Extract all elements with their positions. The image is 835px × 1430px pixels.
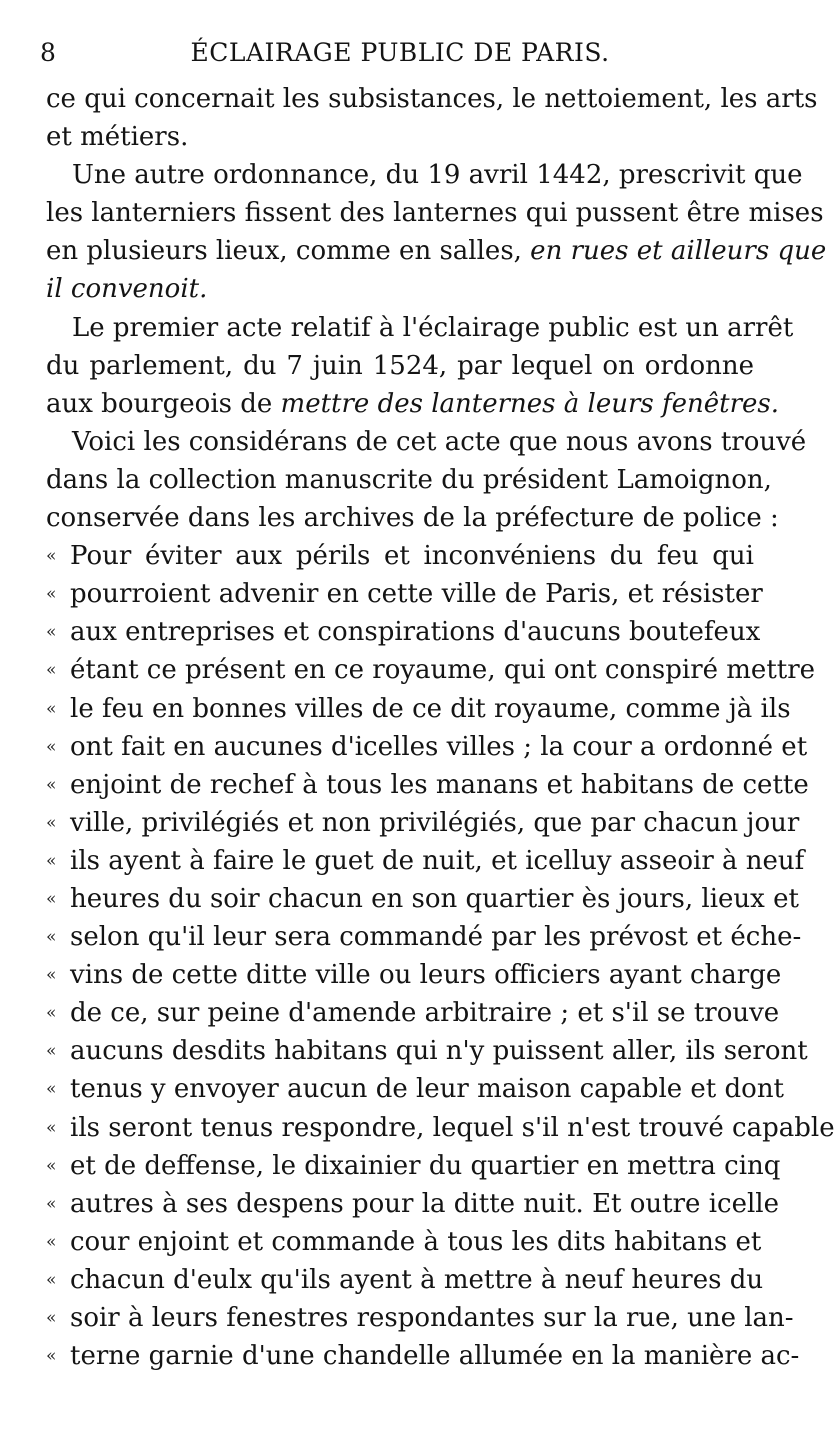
quote-mark: «	[46, 1003, 57, 1024]
quote-mark: «	[46, 584, 57, 605]
quote-line: « selon qu'il leur sera commandé par les prévost et éche-	[46, 918, 754, 956]
quote-line: « pourroient advenir en cette ville de Paris, et résister	[46, 575, 754, 613]
quote-mark: «	[46, 622, 57, 643]
quote-mark: «	[46, 660, 57, 681]
quote-mark: «	[46, 546, 57, 567]
quote-mark: «	[46, 1041, 57, 1062]
quote-mark: «	[46, 698, 57, 719]
text-line: les lanterniers fissent des lanternes qui pussent être mises	[46, 198, 824, 229]
page-header	[40, 38, 760, 74]
quote-mark: «	[46, 1155, 57, 1176]
page-number: 8	[40, 38, 57, 67]
quote-line: « et de deffense, le dixainier du quartier en mettra cinq	[46, 1147, 754, 1185]
quote-mark: «	[46, 736, 57, 757]
quote-line: « cour enjoint et commande à tous les dits habitans et	[46, 1223, 754, 1261]
paragraph-line: Une autre ordonnance, du 19 avril 1442, prescrivit que	[72, 160, 803, 191]
quote-mark: «	[46, 888, 57, 909]
quote-line: « vins de cette ditte ville ou leurs officiers ayant charge	[46, 956, 754, 994]
quote-line: « de ce, sur peine d'amende arbitraire ; et s'il se trouve	[46, 994, 754, 1032]
quote-line: « heures du soir chacun en son quartier ès jours, lieux et	[46, 880, 754, 918]
quote-line: « chacun d'eulx qu'ils ayent à mettre à neuf heures du	[46, 1261, 754, 1299]
quote-line: « autres à ses despens pour la ditte nuit. Et outre icelle	[46, 1185, 754, 1223]
quote-line: « Pour éviter aux périls et inconvéniens du feu qui	[46, 537, 754, 575]
quote-line: « ils seront tenus respondre, lequel s'il n'est trouvé capable	[46, 1109, 754, 1147]
quote-line: « ils ayent à faire le guet de nuit, et icelluy asseoir à neuf	[46, 842, 754, 880]
paragraph-line: Le premier acte relatif à l'éclairage public est un arrêt	[72, 312, 794, 343]
quote-line: « soir à leurs fenestres respondantes sur la rue, une lan-	[46, 1299, 754, 1337]
quote-line: « ont fait en aucunes d'icelles villes ; la cour a ordonné et	[46, 728, 754, 766]
italic-text: en rues et ailleurs que	[521, 236, 827, 267]
quote-line: « enjoint de rechef à tous les manans et habitans de cette	[46, 766, 754, 804]
text-line: conservée dans les archives de la préfecture de police :	[46, 503, 779, 534]
quote-line: « aux entreprises et conspirations d'aucuns boutefeux	[46, 613, 754, 651]
quote-mark: «	[46, 774, 57, 795]
running-title: ÉCLAIRAGE PUBLIC DE PARIS.	[190, 38, 610, 67]
text-line: en plusieurs lieux, comme en salles, en rues et ailleurs que	[46, 236, 827, 267]
quote-line: « aucuns desdits habitans qui n'y puissent aller, ils seront	[46, 1032, 754, 1070]
quote-mark: «	[46, 1269, 57, 1290]
quote-line: « étant ce présent en ce royaume, qui ont conspiré mettre	[46, 651, 754, 689]
quote-mark: «	[46, 1079, 57, 1100]
text-line: et métiers.	[46, 122, 189, 153]
quote-mark: «	[46, 927, 57, 948]
text-line	[46, 270, 754, 308]
quote-mark: «	[46, 812, 57, 833]
text-line: aux bourgeois de mettre des lanternes à leurs fenêtres.	[46, 388, 780, 419]
quote-line: « le feu en bonnes villes de ce dit royaume, comme jà ils	[46, 690, 754, 728]
quote-mark: «	[46, 1193, 57, 1214]
quote-mark: «	[46, 965, 57, 986]
quote-mark: «	[46, 850, 57, 871]
quote-line: « terne garnie d'une chandelle allumée en la manière ac-	[46, 1337, 754, 1375]
quote-mark: «	[46, 1346, 57, 1367]
text-line: dans la collection manuscrite du président Lamoignon,	[46, 464, 772, 495]
text-line: du parlement, du 7 juin 1524, par lequel on ordonne	[46, 350, 754, 381]
quote-mark: «	[46, 1231, 57, 1252]
quote-line: « ville, privilégiés et non privilégiés, que par chacun jour	[46, 804, 754, 842]
italic-text: il convenoit.	[46, 274, 208, 305]
text-line: ce qui concernait les subsistances, le nettoiement, les arts	[46, 84, 818, 114]
text-body	[46, 80, 835, 1375]
quote-line: « tenus y envoyer aucun de leur maison capable et dont	[46, 1070, 754, 1108]
paragraph-line: Voici les considérans de cet acte que nous avons trouvé	[72, 426, 807, 457]
quote-mark: «	[46, 1308, 57, 1328]
quote-mark: «	[46, 1117, 57, 1138]
italic-text: mettre des lanternes à leurs fenêtres.	[272, 388, 780, 419]
